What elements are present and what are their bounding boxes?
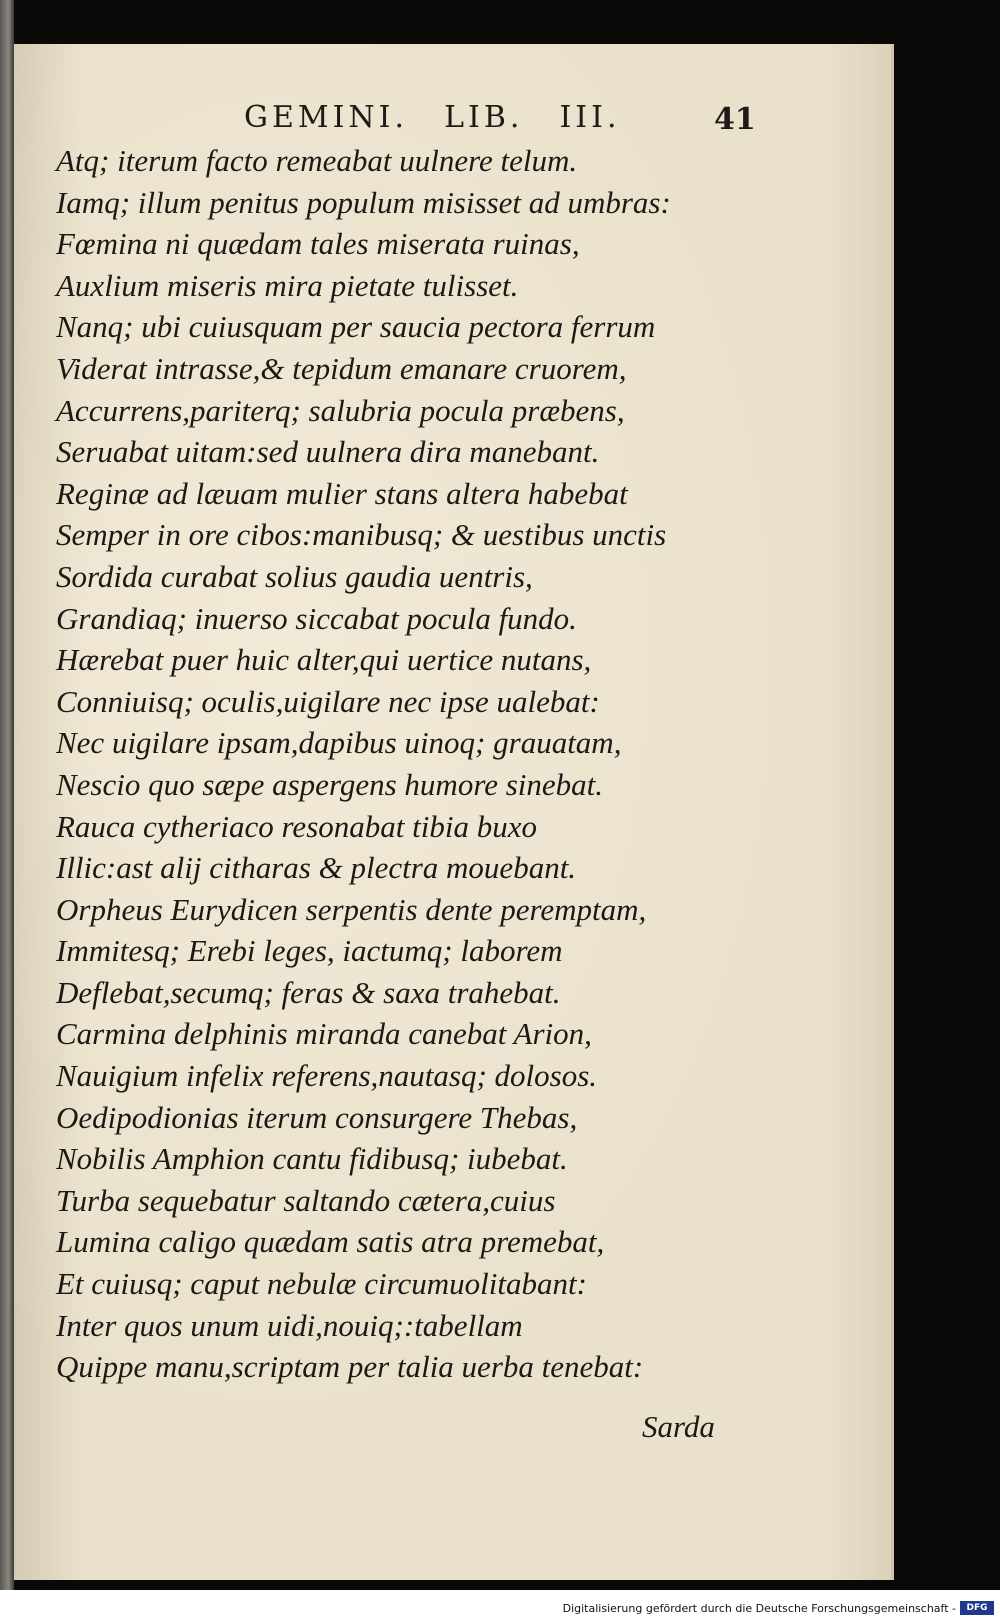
digitization-credit: Digitalisierung gefördert durch die Deutsche Forschungsgemeinschaft - [562, 1602, 956, 1615]
verse-line: Inter quos unum uidi,nouiq;:tabellam [56, 1307, 523, 1343]
verse-line: Quippe manu,scriptam per talia uerba tenebat: [56, 1349, 644, 1385]
verse-line: Semper in ore cibos:manibusq; & uestibus unctis [56, 517, 667, 553]
verse-line: Viderat intrasse,& tepidum emanare cruorem, [56, 350, 627, 386]
page-number: 41 [714, 102, 756, 137]
verse-line: Oedipodionias iterum consurgere Thebas, [56, 1099, 578, 1135]
verse-line: Carmina delphinis miranda canebat Arion, [56, 1016, 592, 1052]
verse-line: Fœmina ni quædam tales miserata ruinas, [56, 226, 580, 262]
verse-line: Rauca cytheriaco resonabat tibia buxo [56, 808, 537, 844]
verse-line: Illic:ast alij citharas & plectra mouebant. [56, 850, 577, 886]
verse-line: Seruabat uitam:sed uulnera dira manebant. [56, 434, 600, 470]
running-title-lib: LIB. [444, 100, 524, 135]
running-title-gemini: GEMINI. [244, 100, 409, 135]
verse-line: Nauigium infelix referens,nautasq; dolosos. [56, 1058, 598, 1094]
verse-line: Grandiaq; inuerso siccabat pocula fundo. [56, 600, 577, 636]
verse-line: Orpheus Eurydicen serpentis dente peremptam, [56, 891, 647, 927]
verse-line: Accurrens,pariterq; salubria pocula præbens, [56, 392, 625, 428]
verse-line: Deflebat,secumq; feras & saxa trahebat. [56, 974, 561, 1010]
verse-line: Nobilis Amphion cantu fidibusq; iubebat. [56, 1141, 568, 1177]
verse-line: Nescio quo sæpe aspergens humore sinebat. [56, 766, 604, 802]
verse-line: Et cuiusq; caput nebulæ circumuolitabant: [56, 1266, 587, 1302]
verse-line: Nec uigilare ipsam,dapibus uinoq; grauatam, [56, 725, 622, 761]
running-title-book-number: III. [559, 100, 621, 135]
verse-line: Lumina caligo quædam satis atra premebat, [56, 1224, 605, 1260]
verse-line: Turba sequebatur saltando cætera,cuius [56, 1182, 556, 1218]
verse-line: Immitesq; Erebi leges, iactumq; laborem [56, 933, 563, 969]
verse-text-block [56, 140, 671, 1388]
book-spine-edge [0, 0, 14, 1590]
running-header [244, 100, 657, 135]
verse-line: Iamq; illum penitus populum misisset ad umbras: [56, 184, 671, 220]
catchword: Sarda [642, 1409, 715, 1444]
verse-line: Conniuisq; oculis,uigilare nec ipse ualebat: [56, 683, 600, 719]
verse-line: Hærebat puer huic alter,qui uertice nutans, [56, 642, 592, 678]
verse-line: Nanq; ubi cuiusquam per saucia pectora ferrum [56, 309, 656, 345]
verse-line: Sordida curabat solius gaudia uentris, [56, 558, 533, 594]
dfg-logo: DFG [960, 1601, 994, 1615]
verse-line: Auxlium miseris mira pietate tulisset. [56, 267, 519, 303]
verse-line: Reginæ ad læuam mulier stans altera habebat [56, 475, 628, 511]
verse-line: Atq; iterum facto remeabat uulnere telum. [56, 143, 578, 178]
book-page [14, 44, 894, 1580]
